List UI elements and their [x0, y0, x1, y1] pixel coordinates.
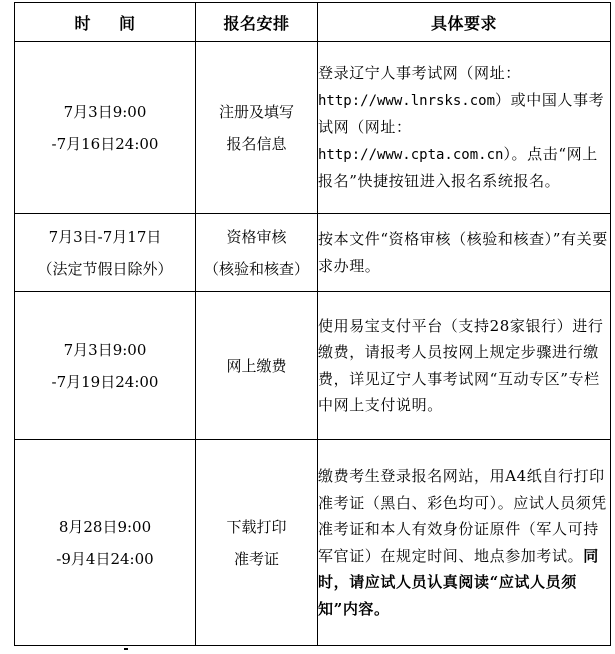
table-row [15, 214, 611, 292]
link-lnrsks: http://www.lnrsks.com [318, 92, 496, 109]
requirements-cell: 按本文件“资格审核（核验和核查）”有关要求办理。 [318, 214, 611, 292]
header-requirements: 具体要求 [318, 3, 611, 42]
time-cell: 7月3日9:00 -7月16日24:00 [15, 42, 196, 214]
header-arrangement: 报名安排 [196, 3, 318, 42]
arrangement-cell: 下载打印 准考证 [196, 440, 318, 646]
table-header-row [15, 3, 611, 42]
notice-emphasis: 同时，请应试人员认真阅读“应试人员须知”内容。 [318, 546, 599, 618]
time-cell: 8月28日9:00 -9月4日24:00 [15, 440, 196, 646]
arrangement-cell: 网上缴费 [196, 292, 318, 440]
registration-schedule-table [14, 2, 611, 646]
table-row [15, 42, 611, 214]
time-cell: 7月3日-7月17日 （法定节假日除外） [15, 214, 196, 292]
time-cell: 7月3日9:00 -7月19日24:00 [15, 292, 196, 440]
page-mark [124, 648, 128, 650]
arrangement-cell: 资格审核 （核验和核查） [196, 214, 318, 292]
requirements-cell: 登录辽宁人事考试网（网址：http://www.lnrsks.com）或中国人事考试网（网址：http://www.cpta.com.cn）。点击“网上报名”快捷按钮进入报名系统报名。 [318, 42, 611, 214]
table-row [15, 292, 611, 440]
requirements-cell: 缴费考生登录报名网站，用A4纸自行打印准考证（黑白、彩色均可）。应试人员须凭准考证和本人有效身份证原件（军人可持军官证）在规定时间、地点参加考试。同时，请应试人员认真阅读“应试人员须知”内容。 [318, 440, 611, 646]
header-time: 时 间 [15, 3, 196, 42]
link-cpta: http://www.cpta.com.cn [318, 146, 504, 163]
requirements-cell: 使用易宝支付平台（支持28家银行）进行缴费，请报考人员按网上规定步骤进行缴费，详见辽宁人事考试网“互动专区”专栏中网上支付说明。 [318, 292, 611, 440]
table-row [15, 440, 611, 646]
arrangement-cell: 注册及填写 报名信息 [196, 42, 318, 214]
